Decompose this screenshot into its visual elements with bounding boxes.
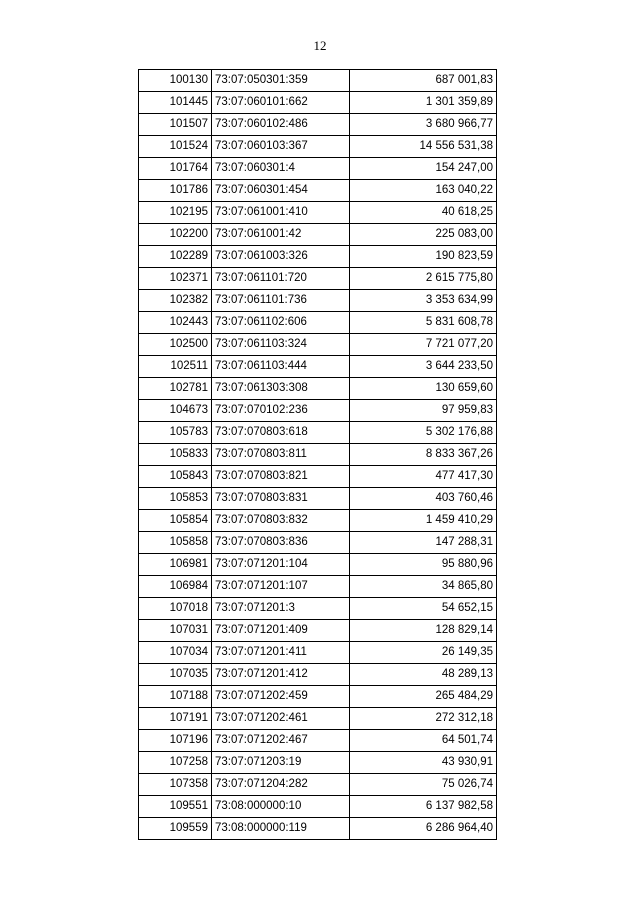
table-row	[139, 136, 497, 158]
cadastral-value-cell: 43 930,91	[350, 752, 497, 774]
cadastral-value-cell: 75 026,74	[350, 774, 497, 796]
row-id-cell: 101524	[139, 136, 212, 158]
cadastral-value-cell: 2 615 775,80	[350, 268, 497, 290]
row-id-cell: 107034	[139, 642, 212, 664]
cadastral-number-cell: 73:07:071204:282	[212, 774, 350, 796]
row-id-cell: 107191	[139, 708, 212, 730]
cadastral-value-cell: 7 721 077,20	[350, 334, 497, 356]
table-row	[139, 554, 497, 576]
row-id-cell: 102382	[139, 290, 212, 312]
row-id-cell: 102511	[139, 356, 212, 378]
table-row	[139, 818, 497, 840]
cadastral-number-cell: 73:07:060301:4	[212, 158, 350, 180]
table-row	[139, 334, 497, 356]
cadastral-value-cell: 5 302 176,88	[350, 422, 497, 444]
row-id-cell: 102500	[139, 334, 212, 356]
cadastral-value-cell: 34 865,80	[350, 576, 497, 598]
row-id-cell: 101507	[139, 114, 212, 136]
cadastral-value-cell: 1 301 359,89	[350, 92, 497, 114]
row-id-cell: 107035	[139, 664, 212, 686]
cadastral-value-cell: 265 484,29	[350, 686, 497, 708]
cadastral-value-cell: 26 149,35	[350, 642, 497, 664]
row-id-cell: 107258	[139, 752, 212, 774]
row-id-cell: 106984	[139, 576, 212, 598]
cadastral-value-cell: 128 829,14	[350, 620, 497, 642]
row-id-cell: 102195	[139, 202, 212, 224]
cadastral-number-cell: 73:07:071202:461	[212, 708, 350, 730]
cadastral-number-cell: 73:07:071202:459	[212, 686, 350, 708]
row-id-cell: 104673	[139, 400, 212, 422]
cadastral-number-cell: 73:07:061101:720	[212, 268, 350, 290]
cadastral-value-cell: 6 286 964,40	[350, 818, 497, 840]
cadastral-number-cell: 73:07:070803:832	[212, 510, 350, 532]
row-id-cell: 107188	[139, 686, 212, 708]
cadastral-number-cell: 73:07:071201:3	[212, 598, 350, 620]
cadastral-value-cell: 225 083,00	[350, 224, 497, 246]
table-row	[139, 70, 497, 92]
row-id-cell: 102371	[139, 268, 212, 290]
row-id-cell: 105858	[139, 532, 212, 554]
cadastral-number-cell: 73:07:060103:367	[212, 136, 350, 158]
cadastral-number-cell: 73:07:061103:324	[212, 334, 350, 356]
cadastral-value-cell: 163 040,22	[350, 180, 497, 202]
table-row	[139, 268, 497, 290]
cadastral-value-cell: 6 137 982,58	[350, 796, 497, 818]
table-row	[139, 752, 497, 774]
cadastral-value-cell: 8 833 367,26	[350, 444, 497, 466]
row-id-cell: 107358	[139, 774, 212, 796]
cadastral-value-cell: 403 760,46	[350, 488, 497, 510]
row-id-cell: 102200	[139, 224, 212, 246]
table-row	[139, 158, 497, 180]
table-body	[139, 70, 497, 840]
table-row	[139, 620, 497, 642]
row-id-cell: 107031	[139, 620, 212, 642]
row-id-cell: 101445	[139, 92, 212, 114]
row-id-cell: 107018	[139, 598, 212, 620]
row-id-cell: 102443	[139, 312, 212, 334]
table-row	[139, 510, 497, 532]
cadastral-value-cell: 95 880,96	[350, 554, 497, 576]
cadastral-number-cell: 73:07:071201:104	[212, 554, 350, 576]
cadastral-value-cell: 477 417,30	[350, 466, 497, 488]
cadastral-value-cell: 130 659,60	[350, 378, 497, 400]
cadastral-number-cell: 73:07:071201:412	[212, 664, 350, 686]
table-row	[139, 642, 497, 664]
cadastral-value-cell: 5 831 608,78	[350, 312, 497, 334]
table-row	[139, 664, 497, 686]
cadastral-value-cell: 3 644 233,50	[350, 356, 497, 378]
table-row	[139, 422, 497, 444]
table-row	[139, 576, 497, 598]
row-id-cell: 109551	[139, 796, 212, 818]
table-row	[139, 488, 497, 510]
cadastral-value-cell: 147 288,31	[350, 532, 497, 554]
table-row	[139, 796, 497, 818]
cadastral-value-cell: 14 556 531,38	[350, 136, 497, 158]
cadastral-number-cell: 73:07:070803:811	[212, 444, 350, 466]
cadastral-number-cell: 73:07:071201:107	[212, 576, 350, 598]
table-row	[139, 686, 497, 708]
cadastral-number-cell: 73:07:071203:19	[212, 752, 350, 774]
cadastral-value-cell: 3 353 634,99	[350, 290, 497, 312]
table-row	[139, 312, 497, 334]
table-row	[139, 466, 497, 488]
cadastral-number-cell: 73:07:071201:409	[212, 620, 350, 642]
row-id-cell: 107196	[139, 730, 212, 752]
cadastral-number-cell: 73:07:070803:836	[212, 532, 350, 554]
cadastral-value-cell: 40 618,25	[350, 202, 497, 224]
cadastral-number-cell: 73:07:071202:467	[212, 730, 350, 752]
cadastral-value-cell: 48 289,13	[350, 664, 497, 686]
table-row	[139, 290, 497, 312]
table-row	[139, 532, 497, 554]
table-row	[139, 202, 497, 224]
table-row	[139, 246, 497, 268]
cadastral-number-cell: 73:07:061103:444	[212, 356, 350, 378]
table-row	[139, 708, 497, 730]
cadastral-number-cell: 73:07:070803:618	[212, 422, 350, 444]
row-id-cell: 105843	[139, 466, 212, 488]
row-id-cell: 106981	[139, 554, 212, 576]
cadastral-number-cell: 73:07:061001:42	[212, 224, 350, 246]
cadastral-value-cell: 687 001,83	[350, 70, 497, 92]
row-id-cell: 101764	[139, 158, 212, 180]
row-id-cell: 105783	[139, 422, 212, 444]
cadastral-number-cell: 73:07:061303:308	[212, 378, 350, 400]
cadastral-value-cell: 190 823,59	[350, 246, 497, 268]
row-id-cell: 100130	[139, 70, 212, 92]
row-id-cell: 105833	[139, 444, 212, 466]
cadastral-number-cell: 73:07:060301:454	[212, 180, 350, 202]
cadastral-value-cell: 97 959,83	[350, 400, 497, 422]
cadastral-number-cell: 73:07:061003:326	[212, 246, 350, 268]
cadastral-number-cell: 73:07:060102:486	[212, 114, 350, 136]
row-id-cell: 101786	[139, 180, 212, 202]
table-row	[139, 774, 497, 796]
table-row	[139, 224, 497, 246]
cadastral-number-cell: 73:07:061001:410	[212, 202, 350, 224]
cadastral-value-cell: 64 501,74	[350, 730, 497, 752]
cadastral-number-cell: 73:07:070803:821	[212, 466, 350, 488]
cadastral-number-cell: 73:07:061101:736	[212, 290, 350, 312]
table-row	[139, 598, 497, 620]
row-id-cell: 102289	[139, 246, 212, 268]
cadastral-number-cell: 73:07:071201:411	[212, 642, 350, 664]
row-id-cell: 109559	[139, 818, 212, 840]
table-row	[139, 356, 497, 378]
cadastral-value-cell: 54 652,15	[350, 598, 497, 620]
row-id-cell: 102781	[139, 378, 212, 400]
cadastral-value-cell: 272 312,18	[350, 708, 497, 730]
table-row	[139, 378, 497, 400]
cadastral-number-cell: 73:08:000000:10	[212, 796, 350, 818]
cadastral-number-cell: 73:07:060101:662	[212, 92, 350, 114]
table-row	[139, 92, 497, 114]
table-row	[139, 114, 497, 136]
row-id-cell: 105853	[139, 488, 212, 510]
table-row	[139, 400, 497, 422]
cadastral-number-cell: 73:07:061102:606	[212, 312, 350, 334]
cadastral-number-cell: 73:07:070102:236	[212, 400, 350, 422]
table-row	[139, 180, 497, 202]
page-number: 12	[313, 38, 327, 53]
table-row	[139, 444, 497, 466]
cadastral-number-cell: 73:07:070803:831	[212, 488, 350, 510]
cadastral-value-cell: 1 459 410,29	[350, 510, 497, 532]
cadastral-value-cell: 3 680 966,77	[350, 114, 497, 136]
table-row	[139, 730, 497, 752]
cadastral-number-cell: 73:08:000000:119	[212, 818, 350, 840]
row-id-cell: 105854	[139, 510, 212, 532]
cadastral-value-cell: 154 247,00	[350, 158, 497, 180]
cadastral-number-cell: 73:07:050301:359	[212, 70, 350, 92]
cadastral-value-table	[138, 69, 497, 840]
